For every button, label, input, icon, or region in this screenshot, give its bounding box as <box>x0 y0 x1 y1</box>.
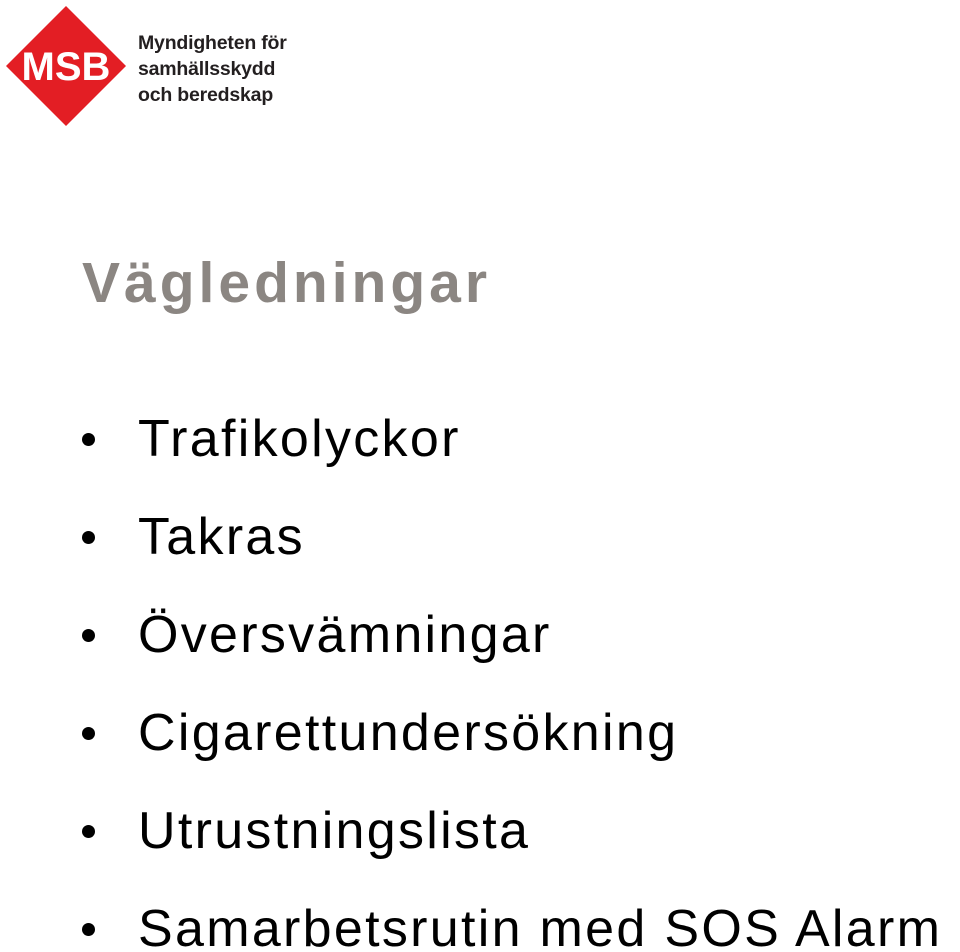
list-item <box>0 698 960 796</box>
list-item <box>0 404 960 502</box>
logo-name-line-1: Myndigheten för <box>138 32 287 54</box>
msb-logo <box>4 4 294 128</box>
bullet-list <box>0 404 960 952</box>
bullet-icon <box>82 727 95 740</box>
list-item <box>0 600 960 698</box>
logo-agency-name <box>138 30 298 108</box>
msb-logo-icon <box>4 4 128 128</box>
logo-name-line-3: och beredskap <box>138 84 274 106</box>
slide-title: Vägledningar <box>82 251 492 315</box>
logo-name-line-2: samhällsskydd <box>138 58 276 80</box>
bullet-icon <box>82 433 95 446</box>
logo-mark-text: MSB <box>21 45 111 89</box>
bullet-icon <box>82 629 95 642</box>
list-item-text: Utrustningslista <box>138 802 531 860</box>
bullet-icon <box>82 531 95 544</box>
list-item <box>0 502 960 600</box>
list-item-text: Översvämningar <box>138 606 552 664</box>
list-item-text: Samarbetsrutin med SOS Alarm <box>138 900 943 952</box>
list-item <box>0 894 960 952</box>
list-item-text: Trafikolyckor <box>138 410 461 468</box>
bullet-icon <box>82 825 95 838</box>
list-item-text: Cigarettundersökning <box>138 704 679 762</box>
list-item <box>0 796 960 894</box>
bullet-icon <box>82 923 95 936</box>
list-item-text: Takras <box>138 508 305 566</box>
